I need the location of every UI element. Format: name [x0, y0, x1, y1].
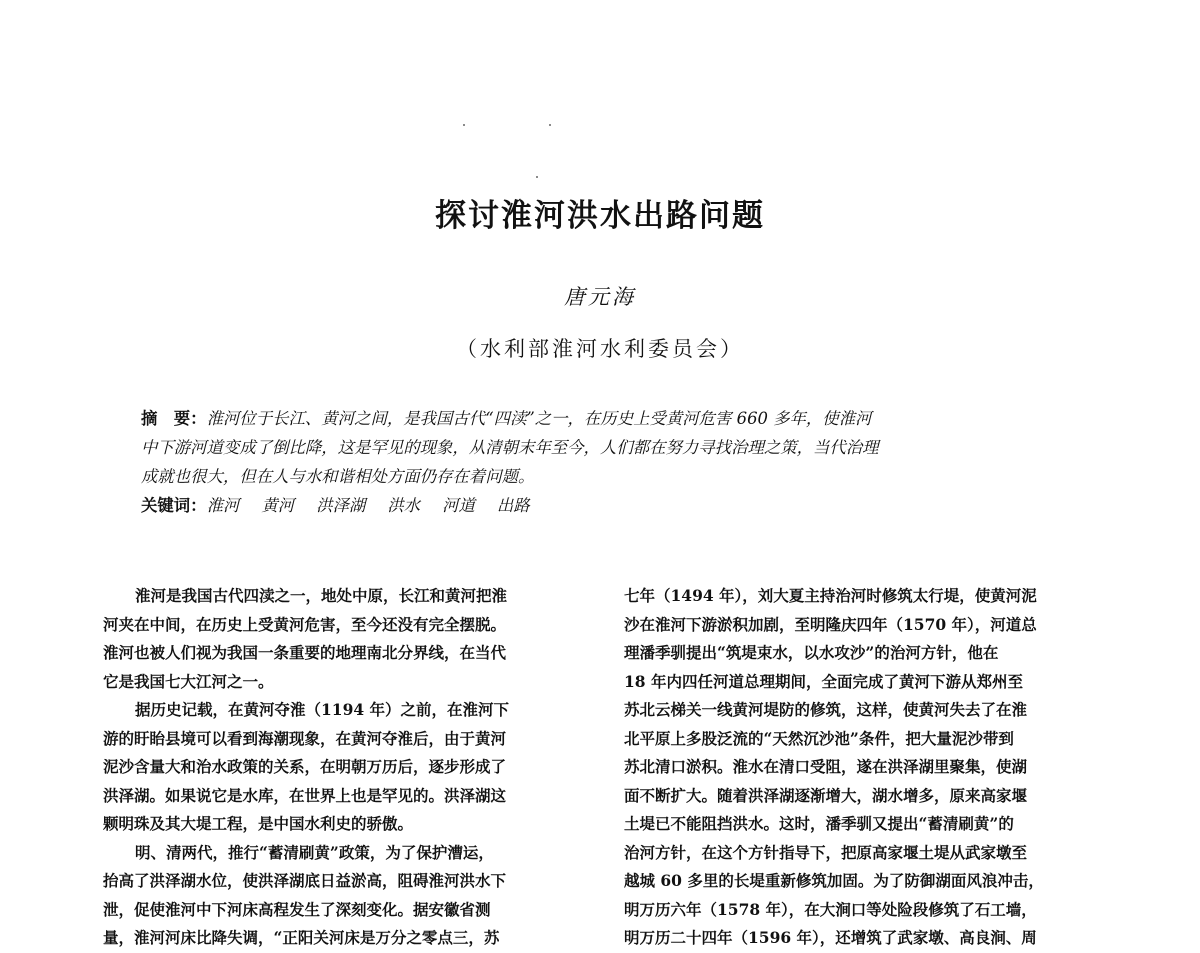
abstract-text: 淮河位于长江、黄河之间，是我国古代“四渎”之一，在历史上受黄河危害 660 多年，使淮河	[206, 409, 872, 428]
abstract-line	[141, 433, 1081, 462]
text-line: 治河方针，在这个方针指导下，把原高家堰土堤从武家墩至	[624, 842, 1028, 862]
abstract-line	[141, 404, 1081, 433]
scan-speck	[536, 176, 538, 178]
scan-speck	[549, 124, 551, 126]
text-line: 它是我国七大江河之一。	[103, 671, 274, 691]
text-line: 泥沙含量大和治水政策的关系，在明朝万历后，逐步形成了	[103, 757, 507, 776]
text-line: 据历史记载，在黄河夺淮（1194 年）之前，在淮河下	[135, 700, 510, 719]
text-line: 洪泽湖。如果说它是水库，在世界上也是罕见的。洪泽湖这	[103, 785, 507, 805]
text-line: 泄，促使淮河中下河床高程发生了深刻变化。据安徽省测	[103, 899, 491, 919]
keywords-line	[141, 491, 1081, 520]
text-line: 理潘季驯提出“筑堤束水，以水攻沙”的治河方针，他在	[624, 643, 999, 662]
abstract-label: 摘 要：	[141, 409, 207, 428]
abstract-text: 成就也很大，但在人与水和谐相处方面仍存在着问题。	[141, 467, 535, 486]
keyword: 洪泽湖	[316, 496, 366, 515]
text-line: 明万历六年（1578 年），在大涧口等处险段修筑了石工墙，	[624, 899, 1037, 919]
body-column-right	[624, 582, 1110, 953]
abstract-block	[141, 404, 1081, 520]
text-line: 量，淮河河床比降失调，“正阳关河床是万分之零点三，苏	[103, 928, 500, 947]
text-line: 颗明珠及其大堤工程，是中国水利史的骄傲。	[103, 814, 414, 833]
keyword: 淮河	[206, 496, 240, 515]
text-line: 越城 60 多里的长堤重新修筑加固。为了防御湖面风浪冲击，	[624, 871, 1044, 890]
text-line: 河夹在中间，在历史上受黄河危害，至今还没有完全摆脱。	[103, 614, 507, 634]
text-line: 抬高了洪泽湖水位，使洪泽湖底日益淤高，阻碍淮河洪水下	[103, 871, 507, 890]
text-line: 明、清两代，推行“蓄清刷黄”政策，为了保护漕运，	[135, 842, 494, 862]
scan-speck	[463, 124, 465, 126]
text-line: 淮河是我国古代四渎之一，地处中原，长江和黄河把淮	[135, 586, 508, 605]
article-title: 探讨淮河洪水出路问题	[435, 198, 765, 234]
author-affiliation: （水利部淮河水利委员会）	[456, 337, 744, 361]
text-line: 苏北清口淤积。淮水在清口受阻，遂在洪泽湖里聚集，使湖	[624, 757, 1028, 776]
keyword: 出路	[496, 496, 530, 515]
keywords-label: 关键词：	[141, 496, 207, 515]
text-line: 土堤已不能阻挡洪水。这时，潘季驯又提出“蓄清刷黄”的	[624, 814, 1014, 833]
text-line: 明万历二十四年（1596 年），还增筑了武家墩、高良涧、周	[624, 928, 1037, 947]
text-line: 沙在淮河下游淤积加剧，至明隆庆四年（1570 年），河道总	[624, 614, 1037, 634]
text-line: 游的盱眙县境可以看到海潮现象，在黄河夺淮后，由于黄河	[103, 728, 507, 748]
text-line: 七年（1494 年），刘大夏主持治河时修筑太行堤，使黄河泥	[624, 586, 1037, 605]
author-name: 唐元海	[564, 285, 636, 309]
text-line: 面不断扩大。随着洪泽湖逐渐增大，湖水增多，原来高家堰	[624, 785, 1028, 805]
abstract-line	[141, 462, 1081, 491]
keyword: 洪水	[387, 496, 421, 515]
text-line: 苏北云梯关一线黄河堤防的修筑，这样，使黄河失去了在淮	[624, 700, 1028, 719]
text-line: 北平原上多股泛流的“天然沉沙池”条件，把大量泥沙带到	[624, 728, 1014, 748]
text-line: 淮河也被人们视为我国一条重要的地理南北分界线，在当代	[103, 643, 507, 662]
body-column-left	[103, 582, 589, 953]
keyword: 河道	[442, 496, 475, 515]
keyword: 黄河	[261, 496, 295, 515]
text-line: 18 年内四任河道总理期间，全面完成了黄河下游从郑州至	[624, 671, 1023, 691]
abstract-text: 中下游河道变成了倒比降，这是罕见的现象，从清朝末年至今，人们都在努力寻找治理之策，当代治理	[141, 438, 879, 457]
